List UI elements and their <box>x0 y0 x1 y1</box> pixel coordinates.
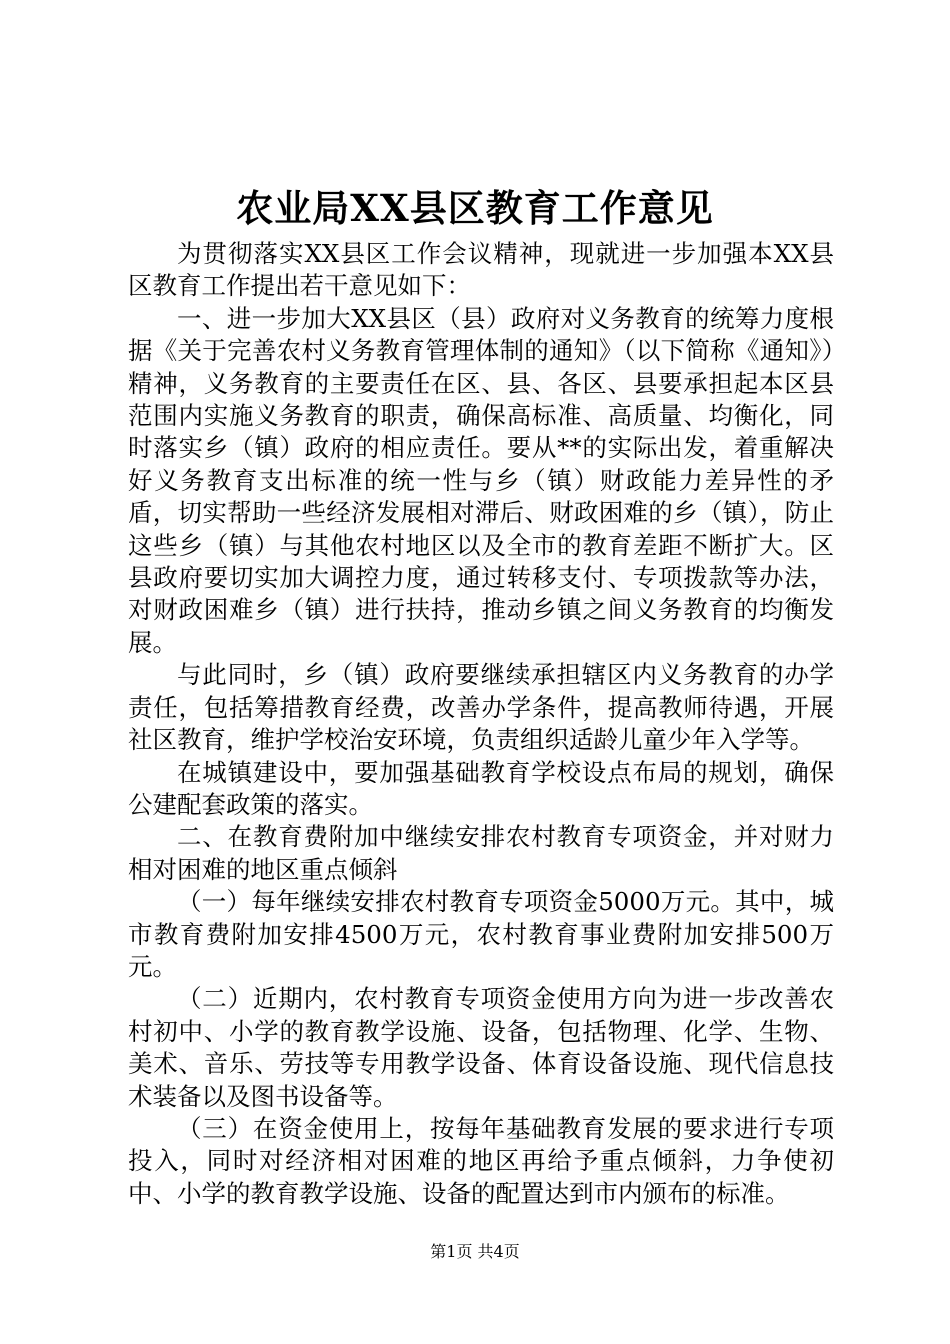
document-title: 农业局XX县区教育工作意见 <box>236 186 714 230</box>
paragraph: （一）每年继续安排农村教育专项资金5000万元。其中，城市教育费附加安排4500万元，农村教育事业费附加安排500万元。 <box>128 887 834 981</box>
paragraph: （三）在资金使用上，按每年基础教育发展的要求进行专项投入，同时对经济相对困难的地区再给予重点倾斜，力争使初中、小学的教育教学设施、设备的配置达到市内颁布的标准。 <box>128 1113 834 1208</box>
paragraph: 二、在教育费附加中继续安排农村教育专项资金，并对财力相对困难的地区重点倾斜 <box>128 822 834 884</box>
page-footer: 第1页 共4页 <box>430 1242 520 1261</box>
paragraph: 与此同时，乡（镇）政府要继续承担辖区内义务教育的办学责任，包括筹措教育经费，改善办学条件，提高教师待遇，开展社区教育，维护学校治安环境，负责组织适龄儿童少年入学等。 <box>128 660 834 755</box>
document-body <box>128 238 834 1210</box>
paragraph: 为贯彻落实XX县区工作会议精神，现就进一步加强本XX县区教育工作提出若干意见如下： <box>128 239 834 301</box>
paragraph: （二）近期内，农村教育专项资金使用方向为进一步改善农村初中、小学的教育教学设施、设备，包括物理、化学、生物、美术、音乐、劳技等专用教学设备、体育设备设施、现代信息技术装备以及图书设备等。 <box>128 984 834 1111</box>
paragraph: 在城镇建设中，要加强基础教育学校设点布局的规划，确保公建配套政策的落实。 <box>128 757 834 819</box>
paragraph: 一、进一步加大XX县区（县）政府对义务教育的统筹力度根据《关于完善农村义务教育管理体制的通知》（以下简称《通知》）精神，义务教育的主要责任在区、县、各区、县要承担起本区县范围内实施义务教育的职责，确保高标准、高质量、均衡化，同时落实乡（镇）政府的相应责任。要从**的实际出发，着重解决好义务教育支出标准的统一性与乡（镇）财政能力差异性的矛盾，切实帮助一些经济发展相对滞后、财政困难的乡（镇），防止这些乡（镇）与其他农村地区以及全市的教育差距不断扩大。区县政府要切实加大调控力度，通过转移支付、专项拨款等办法，对财政困难乡（镇）进行扶持，推动乡镇之间义务教育的均衡发展。 <box>128 303 834 657</box>
